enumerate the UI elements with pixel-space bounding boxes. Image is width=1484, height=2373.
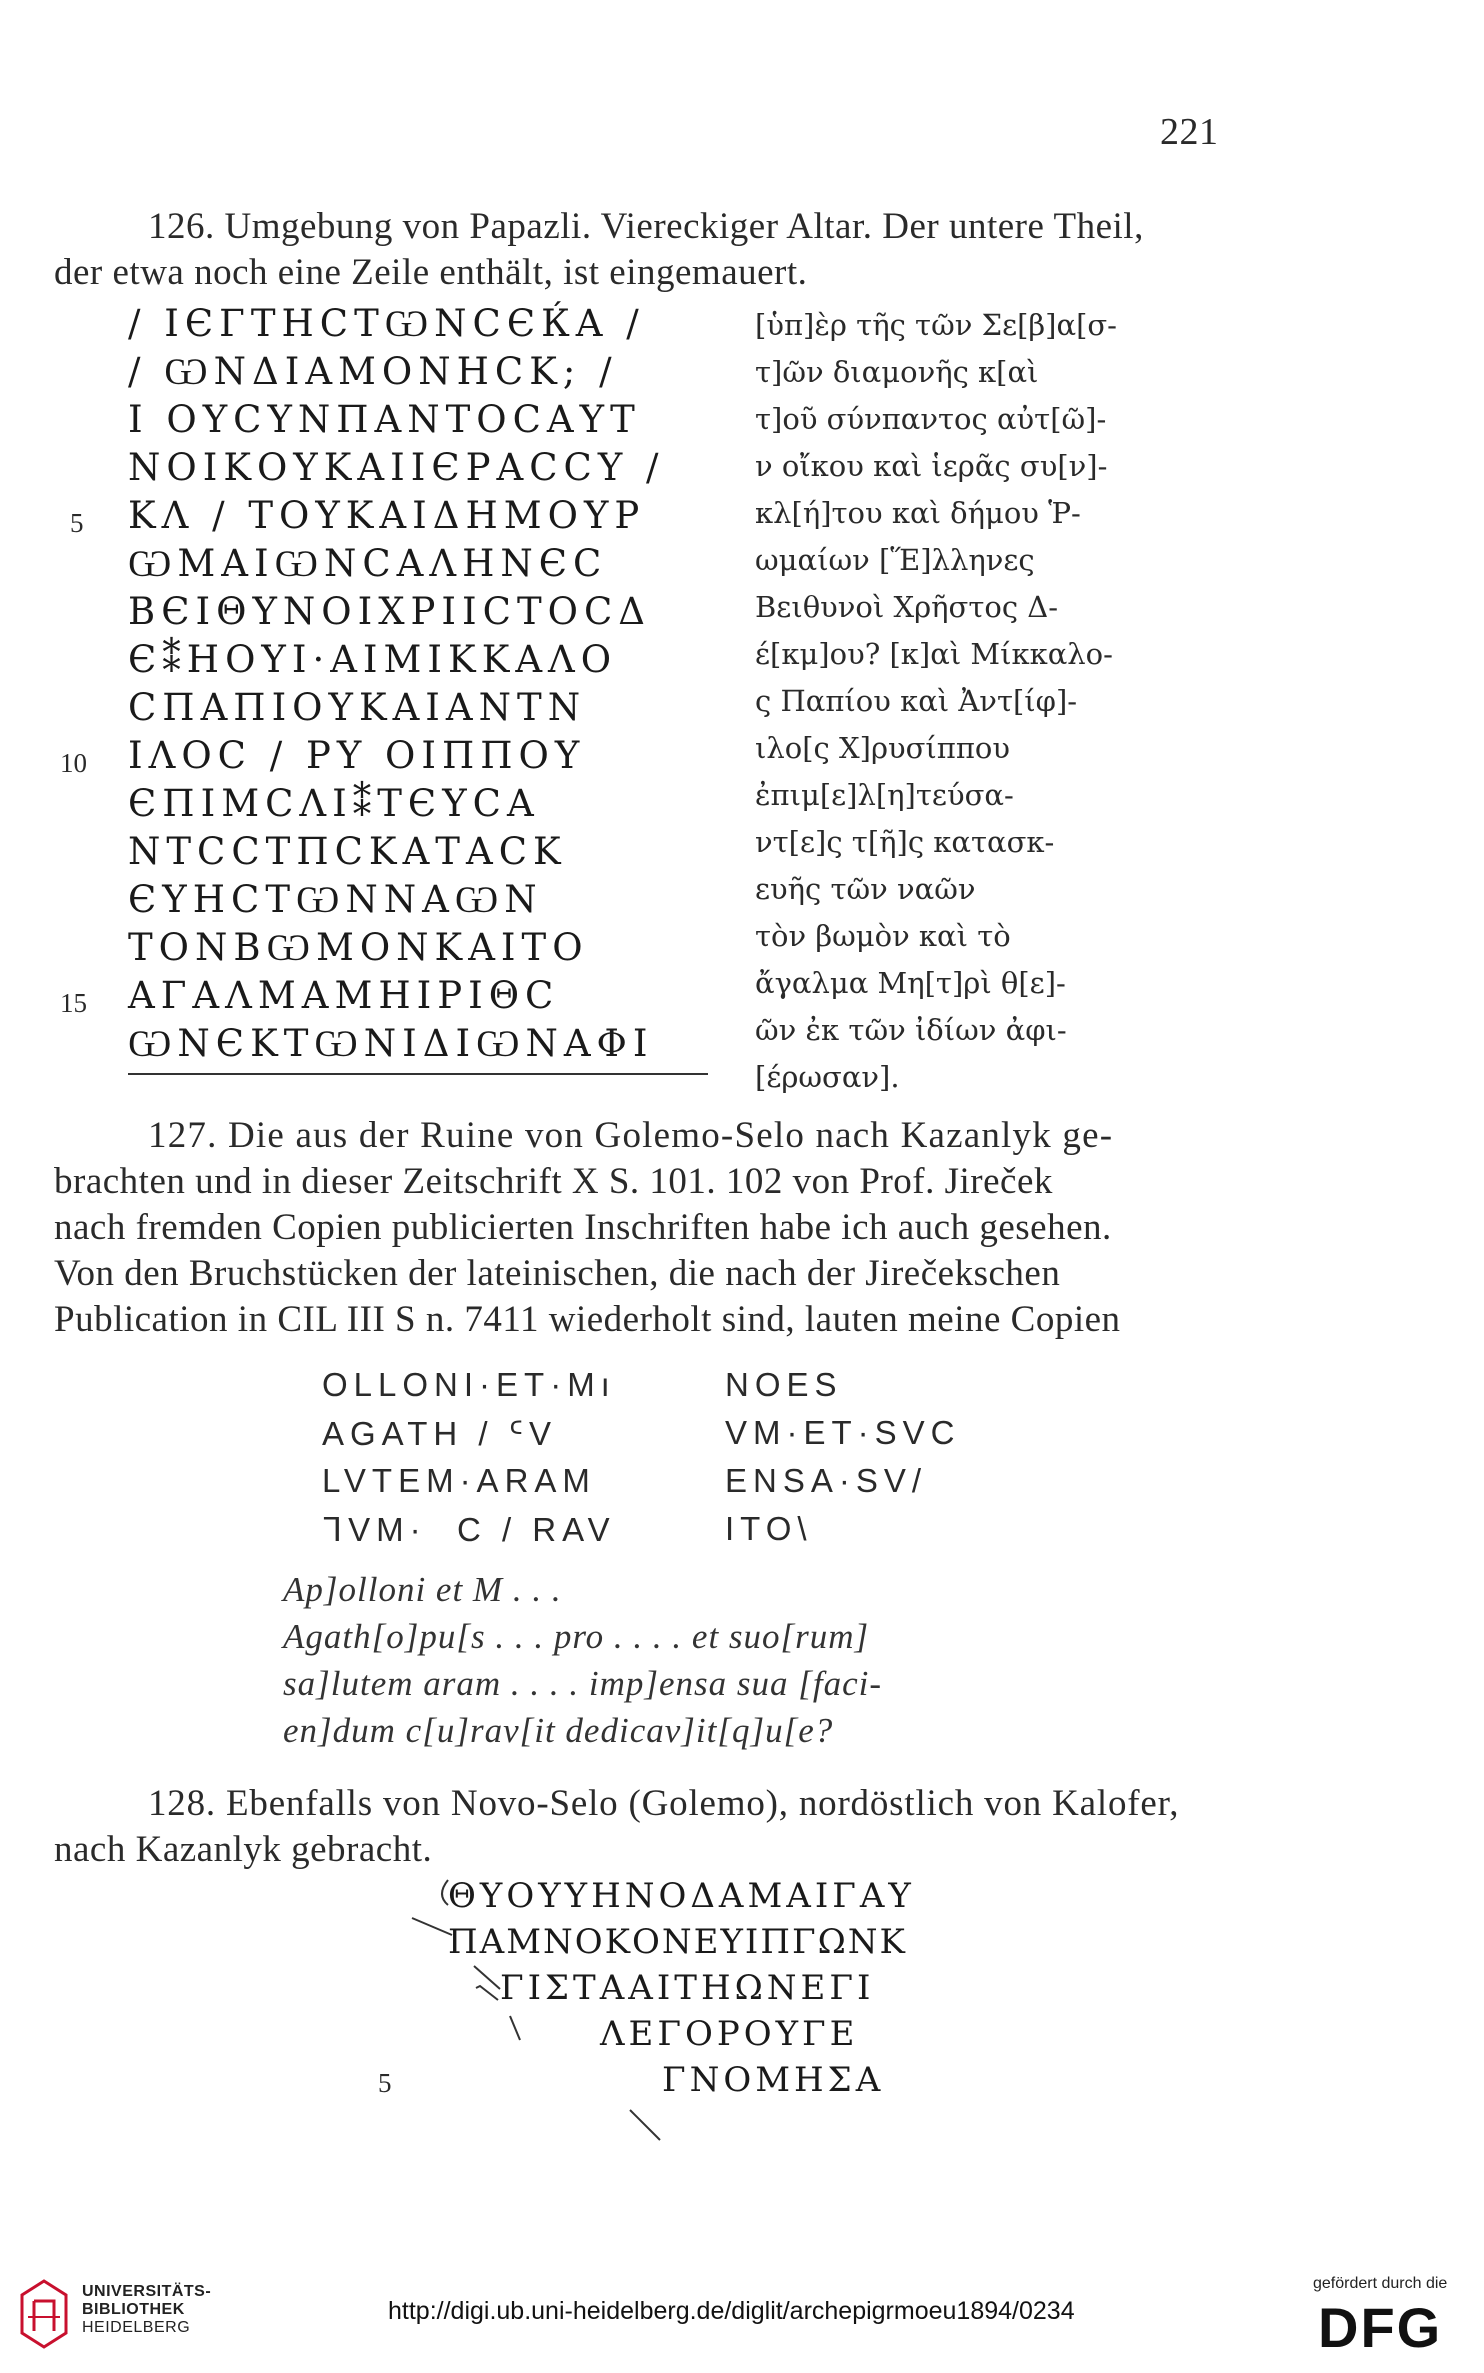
inscription-line: СΠΑΠΙΟΥΚΑΙΑΝΤΝ: [128, 686, 587, 729]
transcription-line: ωμαίων [Ἕ]λληνες: [755, 543, 1035, 577]
inscription-line: ѠΜΑΙѠΝСΑΛΗΝЄС: [128, 542, 608, 585]
transcription-line: ἐπιμ[ε]λ[η]τεύσα-: [755, 778, 1014, 812]
transcription-line: [ὑπ]ὲρ τῆς τῶν Σε[β]α[σ-: [755, 308, 1117, 342]
section-128-intro-line-2: nach Kazanlyk gebracht.: [54, 1829, 433, 1870]
inscription-line: ѠΝЄΚΤѠΝΙΔΙѠΝΑΦΙ: [128, 1022, 654, 1065]
library-name-line-3: HEIDELBERG: [82, 2319, 191, 2336]
latin-line: LVTEM·ARAM: [322, 1462, 596, 1499]
transcription-line: ς Παπίου καὶ Ἀντ[ίφ]-: [755, 684, 1078, 718]
latin-transcription-line: sa]lutem aram . . . . imp]ensa sua [faci-: [283, 1664, 883, 1703]
library-name-line-1: UNIVERSITÄTS-: [82, 2283, 212, 2300]
transcription-line: τὸν βωμὸν καὶ τὸ: [755, 919, 1011, 953]
inscription-line: ΤΟΝΒѠΜΟΝΚΑΙΤΟ: [128, 926, 589, 969]
latin-line: ᒣVM· C / RAV: [322, 1511, 616, 1548]
line-number-10: 10: [60, 748, 87, 778]
latin-line: AGATH / ᑦV: [322, 1415, 558, 1452]
latin-line: OLLONI·ET·Mı: [322, 1366, 616, 1403]
inscription-line: ΓΝΟΜΗΣΑ: [662, 2060, 885, 2100]
section-128-intro-line-1: 128. Ebenfalls von Novo-Selo (Golemo), nordöstlich von Kalofer,: [148, 1783, 1180, 1824]
page-number: 221: [1160, 111, 1219, 153]
line-number-5: 5: [70, 508, 84, 538]
inscription-line: ΑΓΑΛΜΑΜΗΙΡΙΘС: [128, 974, 560, 1017]
inscription-line: Є⁑ΗΟΥΙ·ΑΙΜΙΚΚΑΛΟ: [128, 638, 618, 681]
permalink-url[interactable]: http://digi.ub.uni-heidelberg.de/diglit/archepigrmoeu1894/0234: [388, 2297, 1075, 2325]
inscription-line: ΒЄΙΘΥΝΟΙΧΡΙΙСΤΟСΔ: [128, 590, 652, 633]
inscription-126-underline: [128, 1073, 708, 1075]
inscription-line: ΛΕΓΟΡΟΥΓΕ: [600, 2014, 859, 2054]
inscription-line: ΠΑΜΝΟΚΟΝΕΥΙΠΓΩΝΚ: [448, 1922, 907, 1962]
transcription-line: ιλο[ς Χ]ρυσίππου: [755, 731, 1010, 765]
inscription-line: ΝΤССΤΠСΚΑΤΑСΚ: [128, 830, 567, 873]
transcription-line: έ[κμ]ου? [κ]αὶ Μίκκαλο-: [755, 637, 1113, 671]
paragraph-line: brachten und in dieser Zeitschrift X S. 101. 102 von Prof. Jireček: [54, 1161, 1053, 1202]
inscription-line: Ι ΟΥСΥΝΠΑΝΤΟСΑΥΤ: [128, 398, 641, 441]
paragraph-line: Von den Bruchstücken der lateinischen, die nach der Jirečekschen: [54, 1253, 1061, 1294]
inscription-line: ΚΛ / ΤΟΥΚΑΙΔΗΜΟΥΡ: [128, 494, 646, 537]
inscription-line: ЄΠΙΜСΛΙ⁑ΤЄΥСΑ: [128, 782, 540, 825]
transcription-line: [έρωσαν].: [755, 1060, 900, 1094]
section-126-intro-line-2: der etwa noch eine Zeile enthält, ist eingemauert.: [54, 252, 808, 293]
inscription-line: ΓΙΣΤΑΑΙΤΗΩΝΕΓΙ: [500, 1968, 875, 2008]
footer: [0, 2255, 1484, 2373]
dfg-logo: DFG: [1318, 2296, 1443, 2359]
library-name-line-2: BIBLIOTHEK: [82, 2301, 185, 2318]
transcription-line: ἄγαλμα Μη[τ]ρὶ θ[ε]-: [755, 966, 1066, 1000]
inscription-line: ΘΥΟΥΥΗΝΟΔΑΜΑΙΓΑΥ: [448, 1876, 915, 1916]
transcription-line: ευῆς τῶν ναῶν: [755, 872, 976, 906]
inscription-line: / IЄΓΤΗСΤѠΝСЄЌΑ /: [128, 302, 645, 345]
latin-transcription-line: Ap]olloni et M . . .: [283, 1570, 562, 1609]
transcription-line: τ]ῶν διαμονῆς κ[αὶ: [755, 355, 1039, 389]
paragraph-line: Publication in CIL III S n. 7411 wiederholt sind, lauten meine Copien: [54, 1299, 1121, 1340]
transcription-line: ν οἴκου καὶ ἱερᾶς συ[ν]-: [755, 449, 1108, 483]
latin-transcription-line: Agath[o]pu[s . . . pro . . . . et suo[rum]: [283, 1617, 870, 1656]
transcription-line: ῶν ἐκ τῶν ἰδίων ἀφι-: [755, 1013, 1067, 1047]
transcription-line: Βειθυνοὶ Χρῆστος Δ-: [755, 590, 1059, 624]
latin-line: ENSA·SV/: [725, 1462, 928, 1499]
latin-line: VM·ET·SVC: [725, 1414, 961, 1451]
inscription-line: ΙΛΟС / ΡΥ ΟΙΠΠΟΥ: [128, 734, 586, 777]
university-library-logo: [16, 2277, 72, 2349]
inscription-line: ΝΟΙΚΟΥΚΑΙΙЄΡΑССΥ /: [128, 446, 665, 489]
transcription-line: κλ[ή]του καὶ δήμου Ῥ-: [755, 496, 1081, 530]
latin-line: ITO\: [725, 1510, 813, 1547]
transcription-line: ντ[ε]ς τ[ῆ]ς κατασκ-: [755, 825, 1055, 859]
latin-transcription-line: en]dum c[u]rav[it dedicav]it[q]u[e?: [283, 1711, 834, 1750]
paragraph-line: nach fremden Copien publicierten Inschriften habe ich auch gesehen.: [54, 1207, 1112, 1248]
inscription-line: ЄΥΗСΤѠΝΝΑѠΝ: [128, 878, 543, 921]
inscription-128-line-number: 5: [378, 2068, 392, 2098]
inscription-line: / ѠΝΔΙΑΜΟΝΗСΚ; /: [128, 350, 618, 393]
funder-caption: gefördert durch die: [1313, 2275, 1448, 2292]
latin-line: NOES: [725, 1366, 843, 1403]
line-number-15: 15: [60, 988, 87, 1018]
section-126-intro-line-1: 126. Umgebung von Papazli. Viereckiger Altar. Der untere Theil,: [148, 206, 1144, 247]
transcription-line: τ]οῦ σύνπαντος αὐτ[ῶ]-: [755, 402, 1107, 436]
paragraph-line: 127. Die aus der Ruine von Golemo-Selo nach Kazanlyk ge-: [148, 1115, 1114, 1156]
